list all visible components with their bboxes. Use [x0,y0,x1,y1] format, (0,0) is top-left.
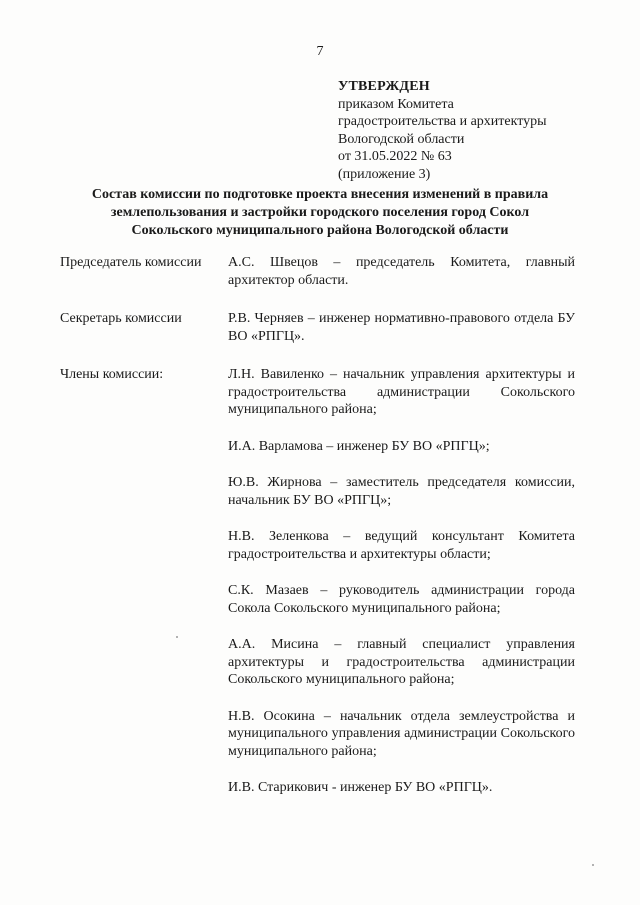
chairman-entry: А.С. Швецов – председатель Комитета, главный архитектор области. [228,255,575,288]
chairman-row [60,254,575,289]
secretary-row [60,310,575,345]
approval-line: от 31.05.2022 № 63 [338,149,452,164]
approval-line: приказом Комитета [338,96,454,112]
members-row [60,366,575,797]
approval-stamp [338,78,628,183]
chairman-role-label: Председатель комиссии [60,255,202,270]
scan-speck [592,864,594,866]
members-list [228,366,575,797]
title-line: Сокольского муниципального района Вологодской области [131,223,509,238]
approval-line: (приложение 3) [338,166,431,182]
member-entry: И.А. Варламова – инженер БУ ВО «РПГЦ»; [228,438,490,454]
title-line: землепользования и застройки городского поселения город Сокол [110,205,530,220]
secretary-role-label: Секретарь комиссии [60,311,182,326]
page-number: 7 [316,44,324,59]
approval-line: градостроительства и архитектуры [338,114,547,129]
member-entry: Н.В. Осокина – начальник отдела землеустройства и муниципального управления администрации Сокольского муниципального района; [228,708,575,759]
member-entry: Л.Н. Вавиленко – начальник управления архитектуры и градостроительства администрации Сокольского муниципального района; [228,367,575,417]
title-line: Состав комиссии по подготовке проекта внесения изменений в правила [91,187,549,202]
member-entry: С.К. Мазаев – руководитель администрации города Сокола Сокольского муниципального района; [228,583,575,616]
scan-speck [176,636,178,638]
document-title [60,186,580,240]
commission-roster [60,254,575,797]
secretary-entry: Р.В. Черняев – инженер нормативно-правового отдела БУ ВО «РПГЦ». [228,311,575,344]
approval-heading: УТВЕРЖДЕН [338,79,430,94]
approval-line: Вологодской области [338,131,465,147]
member-entry: И.В. Старикович - инженер БУ ВО «РПГЦ». [228,780,493,795]
members-role-label: Члены комиссии: [60,367,164,382]
member-entry: Ю.В. Жирнова – заместитель председателя комиссии, начальник БУ ВО «РПГЦ»; [228,475,575,508]
member-entry: А.А. Мисина – главный специалист управления архитектуры и градостроительства администрации Сокольского муниципального района; [228,637,575,687]
member-entry: Н.В. Зеленкова – ведущий консультант Комитета градостроительства и архитектуры области; [228,529,575,562]
